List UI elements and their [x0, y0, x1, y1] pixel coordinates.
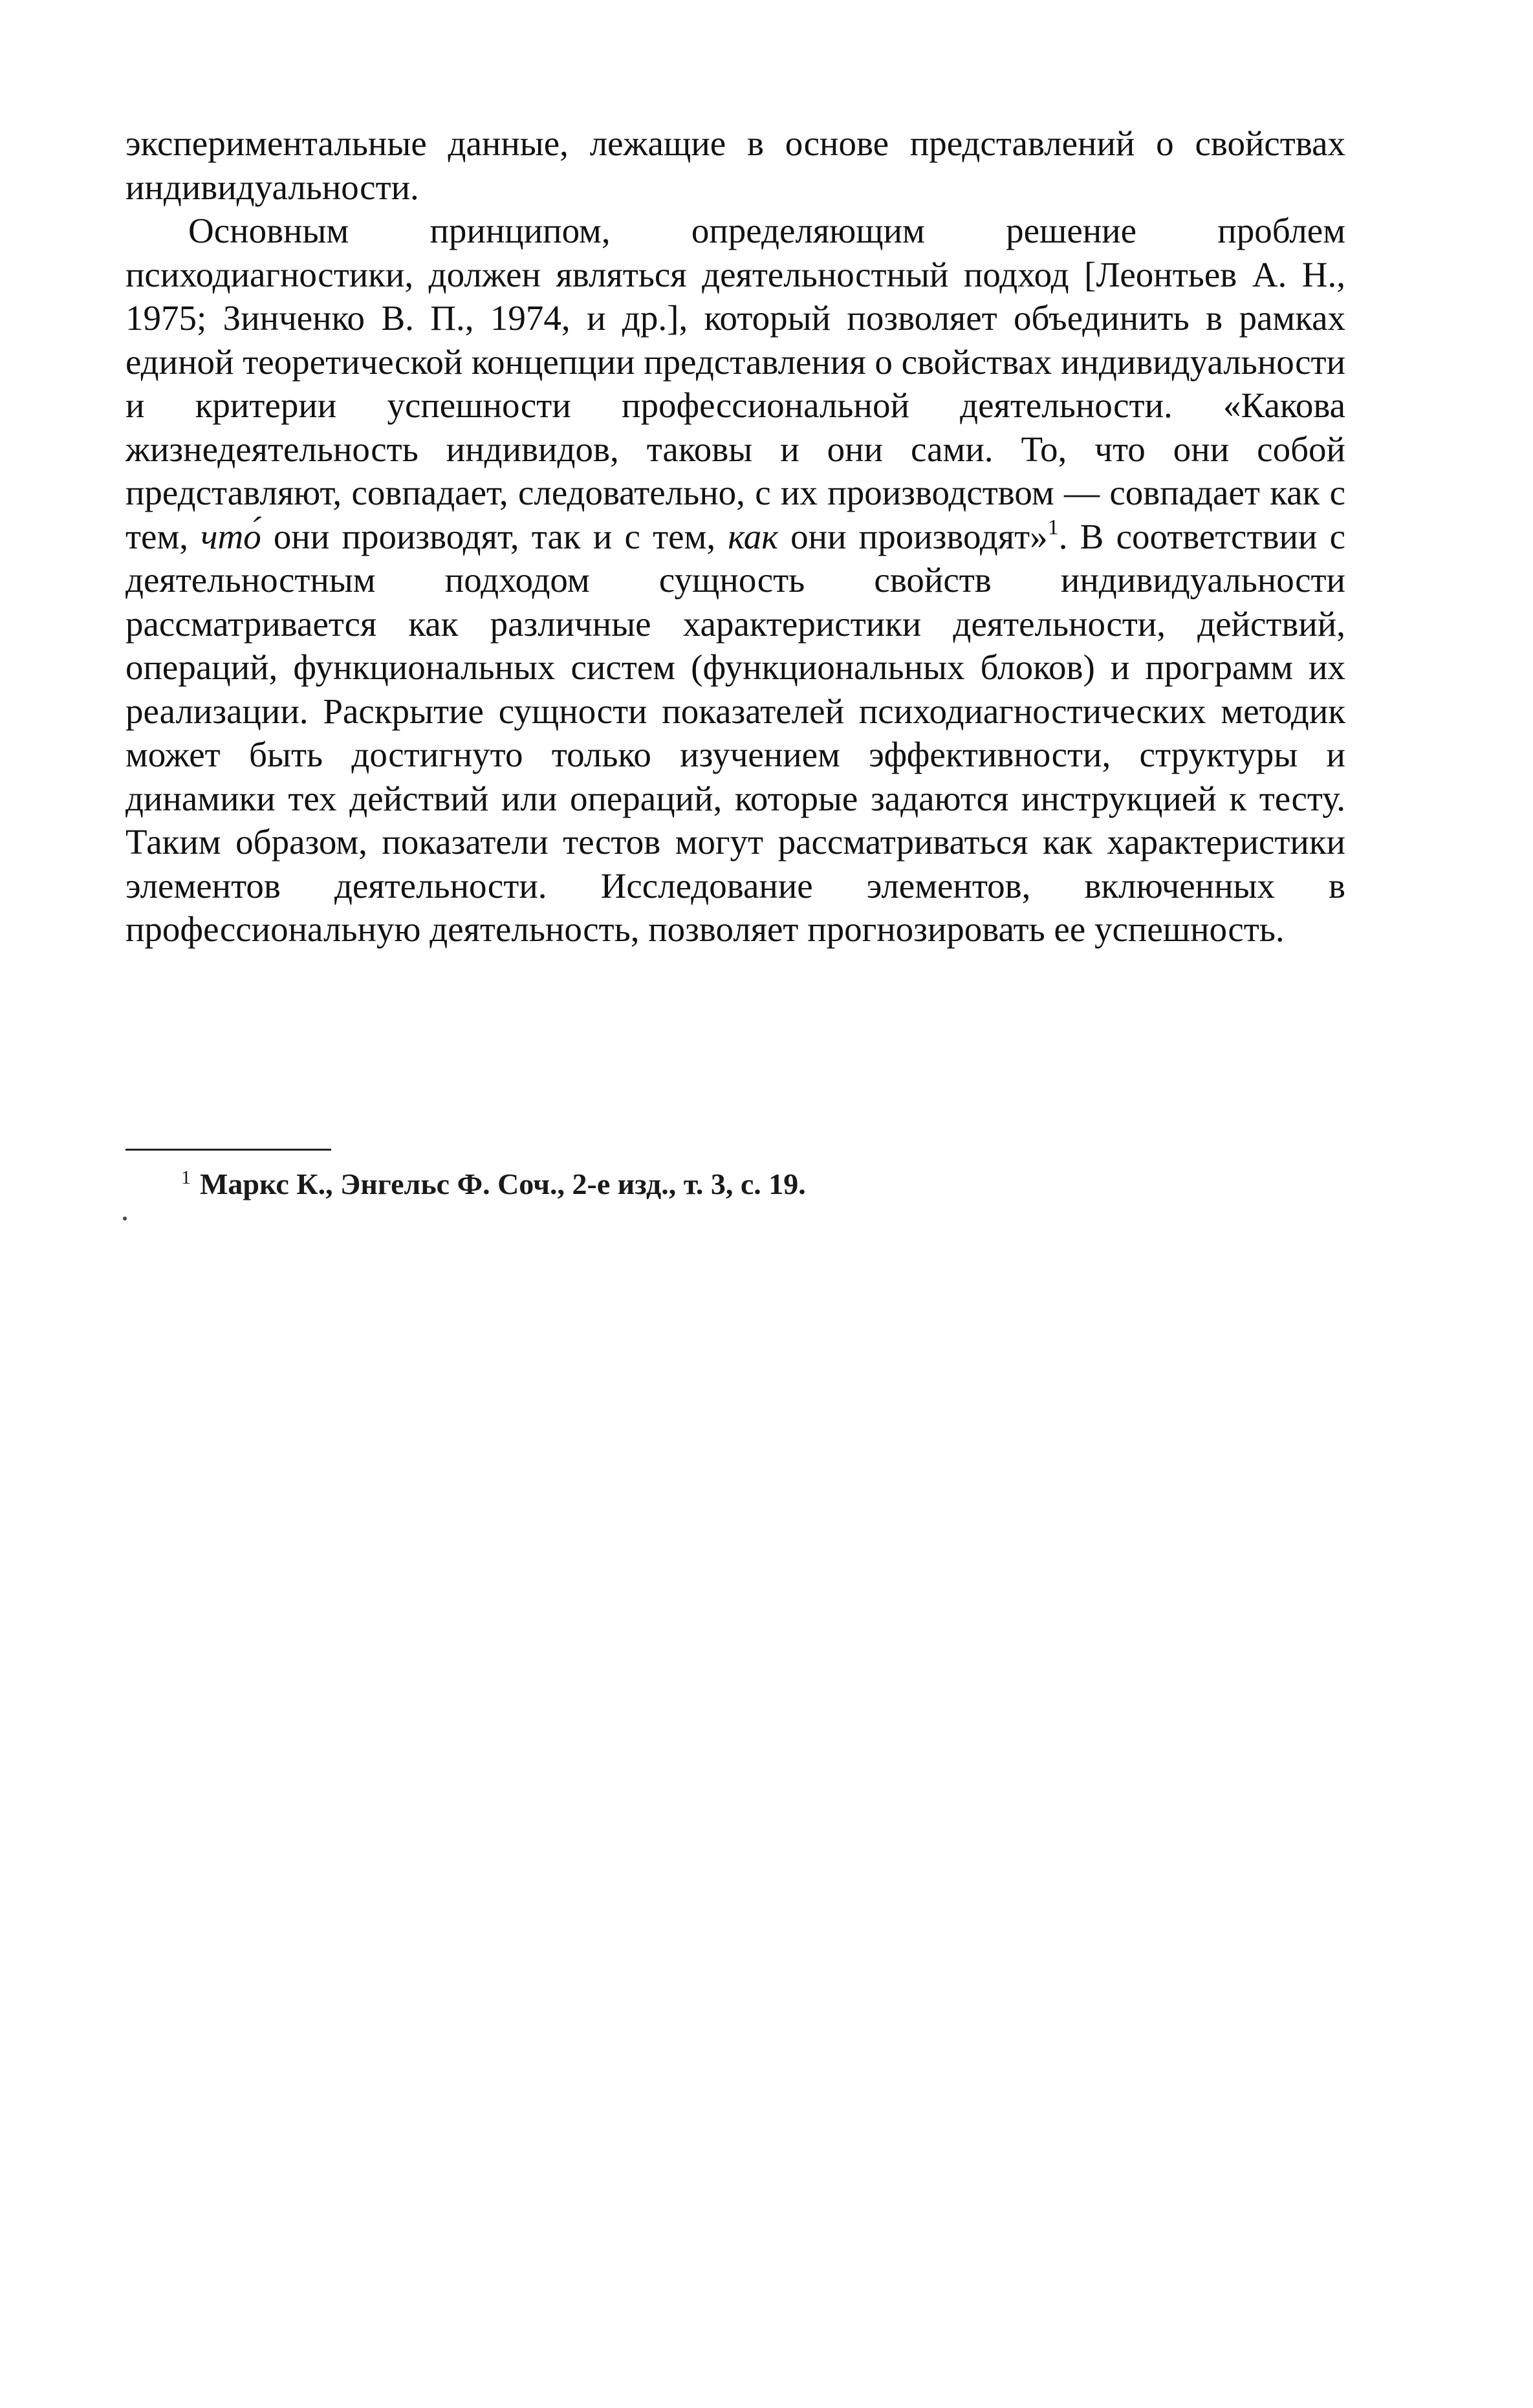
footnote-divider [125, 1149, 331, 1151]
footnote-mark: 1 [181, 1167, 191, 1188]
paragraph-main-text-c: они производят» [777, 516, 1048, 556]
italic-word-what: что́ [201, 516, 261, 556]
paragraph-main [125, 209, 1345, 951]
paragraph-main-text-d: . В соответствии с деятельностным подходом сущность свойств индивидуальности рассматривается как различные характеристики деятельности, действий, операций, функциональных систем (функциональных блоков) и программ их реализации. Раскрытие сущности показателей психодиагностических методик может быть достигнуто только изучением эффективности, структуры и динамики тех действий или операций, которые задаются инструкцией к тесту. Таким образом, показатели тестов могут рассматриваться как характеристики элементов деятельности. Исследование элементов, включенных в профессиональную деятельность, позволяет прогнозировать ее успешность. [125, 516, 1345, 949]
paragraph-main-text-a: Основным принципом, определяющим решение проблем психодиагностики, должен являться деятельностный подход [Леонтьев А. Н., 1975; Зинченко В. П., 1974, и др.], который позволяет объединить в рамках единой теоретической концепции представления о свойствах индивидуальности и критерии успешности профессиональной деятельности. «Какова жизнедеятельность индивидов, таковы и они сами. То, что они собой представляют, совпадает, следовательно, с их производством — совпадает как с тем, [125, 211, 1345, 556]
body-text [125, 122, 1345, 951]
footnote-text: Маркс К., Энгельс Ф. Соч., 2-е изд., т. 3, с. 19. [200, 1167, 806, 1200]
italic-word-how: как [728, 516, 778, 556]
footnote-reference: 1 [1047, 515, 1059, 539]
paragraph-continuation: экспериментальные данные, лежащие в основе представлений о свойствах индивидуальности. [125, 124, 1345, 207]
scan-speck [123, 1217, 127, 1220]
footnote [181, 1166, 1281, 1202]
paragraph-main-text-b: они производят, так и с тем, [261, 516, 728, 556]
